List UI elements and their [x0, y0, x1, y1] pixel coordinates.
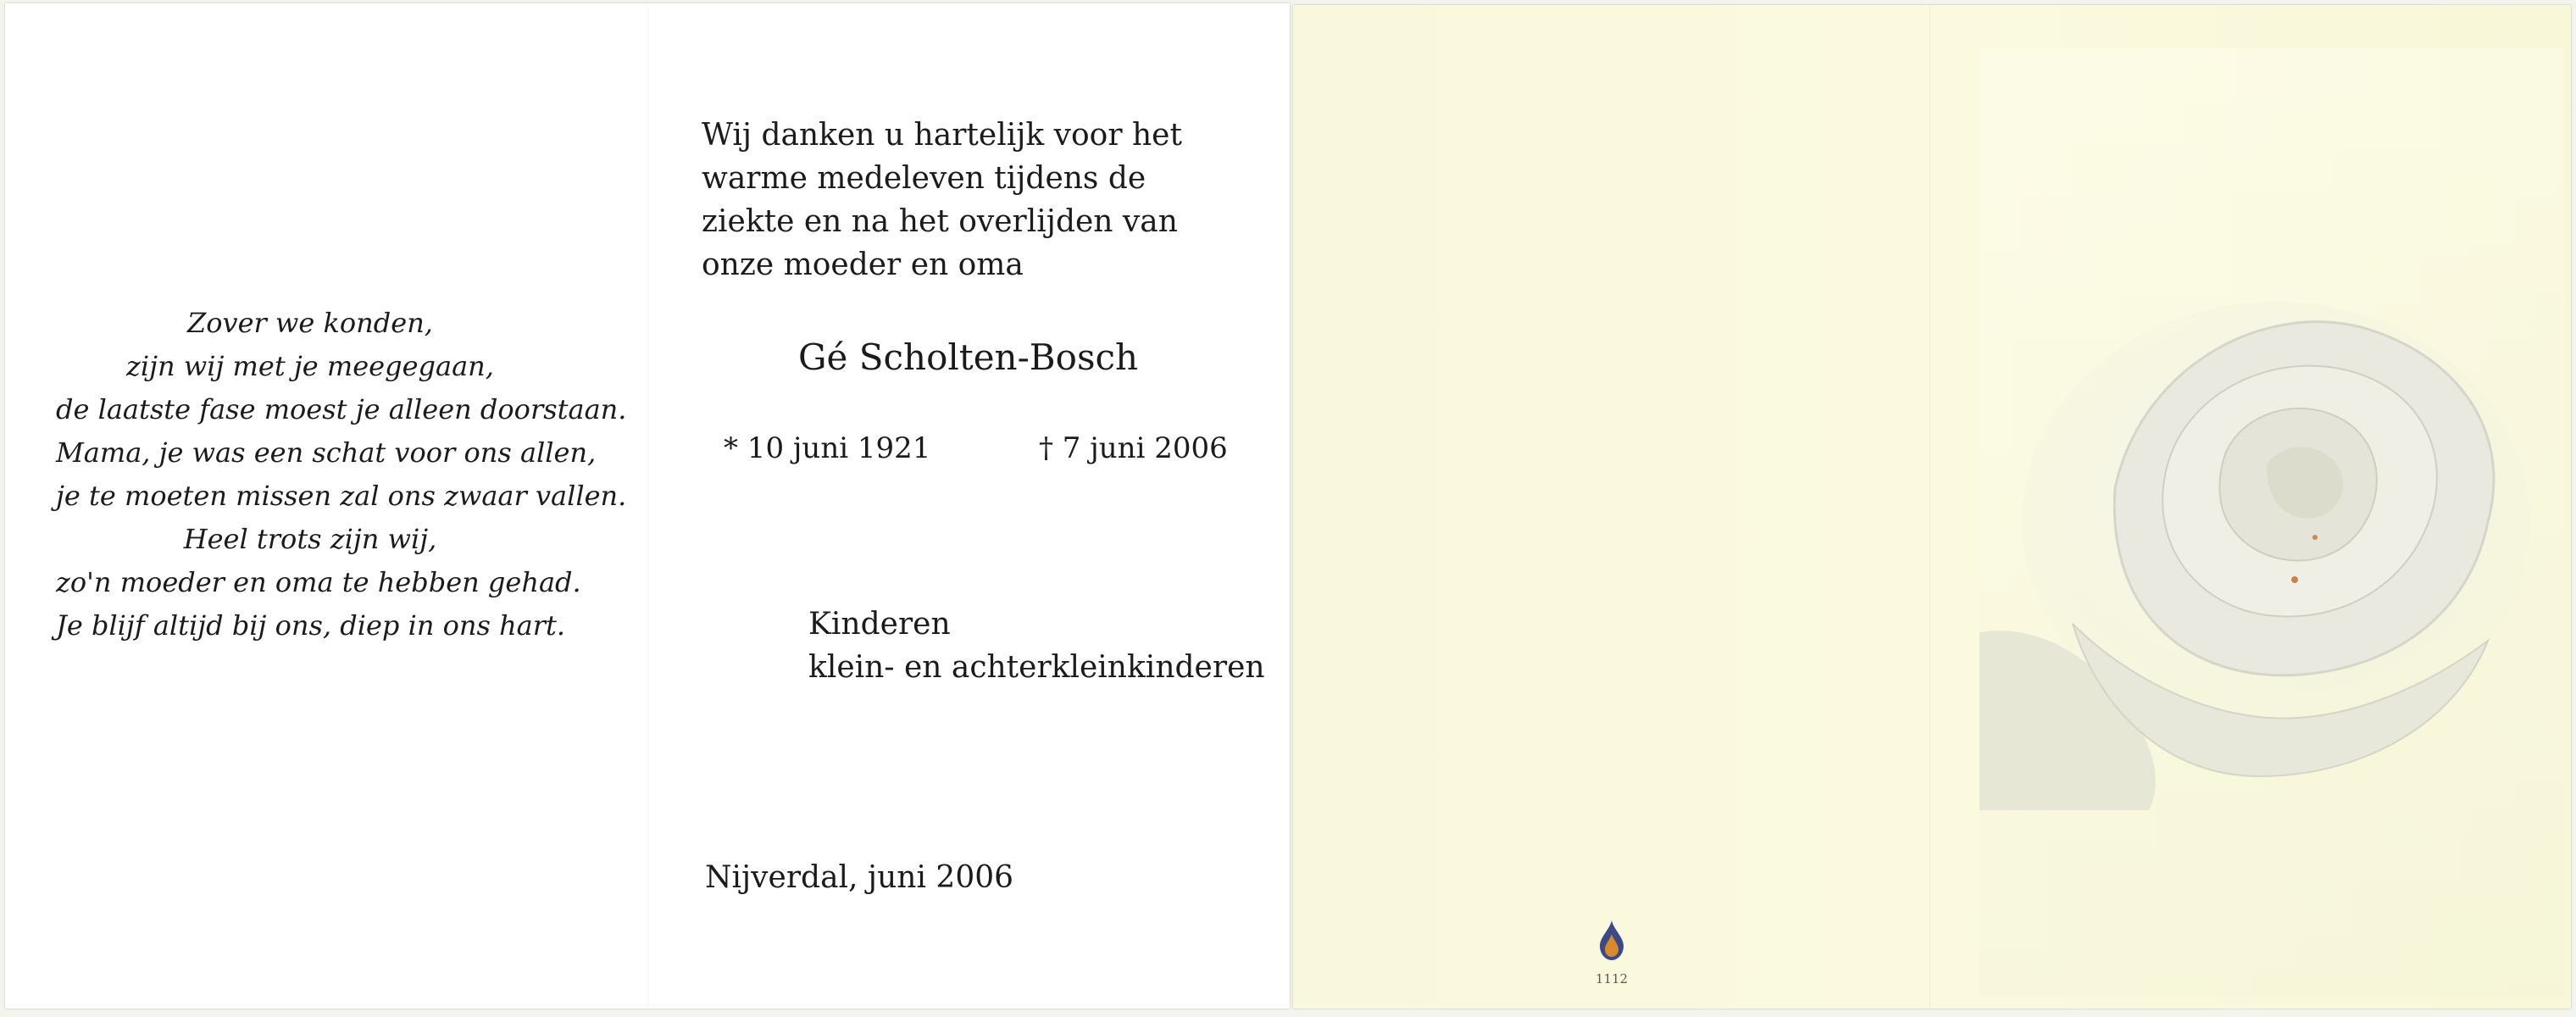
poem-line: zo'n moeder en oma te hebben gehad. [56, 566, 581, 598]
fold-line [1929, 5, 1930, 1009]
card-inner-left-panel [5, 3, 1290, 1009]
family-line: Kinderen [808, 607, 951, 642]
flame-drop-logo-icon [1595, 919, 1629, 963]
thank-you-line: Wij danken u hartelijk voor het [702, 118, 1182, 153]
poem-line: Mama, je was een schat voor ons allen, [56, 436, 597, 469]
birth-date: * 10 juni 1921 [724, 431, 931, 465]
poem-line: zijn wij met je meegegaan, [126, 350, 494, 382]
place-and-date: Nijverdal, juni 2006 [705, 860, 1014, 895]
white-rose-image [1979, 268, 2564, 810]
poem-line: de laatste fase moest je alleen doorstaan. [56, 393, 627, 425]
poem-line: Heel trots zijn wij, [183, 523, 437, 555]
family-signature [808, 603, 1265, 689]
family-line: klein- en achterkleinkinderen [808, 650, 1265, 685]
card-cover-panel [1293, 5, 2571, 1009]
thank-you-line: onze moeder en oma [702, 247, 1024, 282]
thank-you-line: warme medeleven tijdens de [702, 161, 1146, 196]
poem [56, 302, 627, 647]
thank-you-line: ziekte en na het overlijden van [702, 204, 1178, 239]
poem-line: Zover we konden, [187, 307, 433, 339]
deceased-name: Gé Scholten-Bosch [798, 336, 1139, 378]
print-number: 1112 [1595, 971, 1629, 986]
poem-line: je te moeten missen zal ons zwaar vallen. [56, 480, 627, 512]
fold-line [647, 3, 648, 1009]
thank-you-text [702, 114, 1227, 286]
poem-line: Je blijf altijd bij ons, diep in ons hart. [56, 609, 566, 642]
death-date: † 7 juni 2006 [1039, 431, 1228, 465]
